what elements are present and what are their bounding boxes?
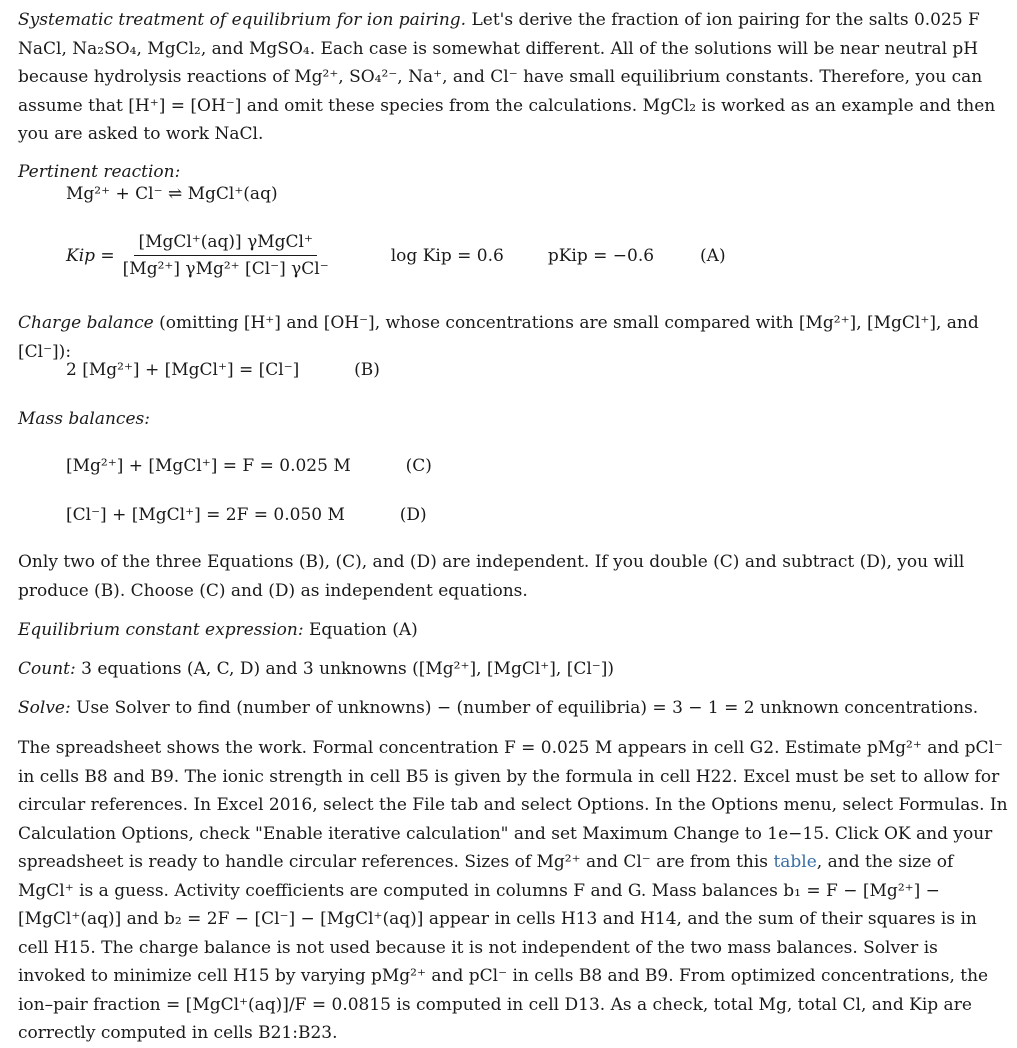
spreadsheet-paragraph [18,734,1008,1048]
count-text: 3 equations (A, C, D) and 3 unknowns ([Mg²⁺], [MgCl⁺], [Cl⁻]) [81,659,615,679]
mass-balance-d-row [66,503,427,527]
intro-paragraph [18,6,1005,149]
mass-balance-d: [Cl⁻] + [MgCl⁺] = 2F = 0.050 M [66,505,345,525]
kip-denominator: [Mg²⁺] γMg²⁺ [Cl⁻] γCl⁻ [122,259,329,279]
mass-balance-c: [Mg²⁺] + [MgCl⁺] = F = 0.025 M [66,456,351,476]
intro-title: Systematic treatment of equilibrium for ion pairing. [18,10,467,30]
kip-equation-row [66,232,726,279]
solve-line [18,694,978,723]
equilibrium-constant-line [18,616,418,645]
mass-balance-c-row [66,454,432,478]
equation-label-b: (B) [354,360,380,380]
count-line [18,655,614,684]
kip-fraction [119,232,333,279]
charge-balance-equation-row [66,358,380,382]
table-link[interactable]: table [773,852,817,872]
equation-label-d: (D) [399,505,427,525]
charge-balance-header: Charge balance [18,313,154,333]
independent-equations-paragraph: Only two of the three Equations (B), (C), and (D) are independent. If you double (C) and subtract (D), you will produce (B). Choose (C) and (D) as independent equations. [18,552,965,601]
pkip: pKip = −0.6 [547,245,655,266]
intro-text: Let's derive the fraction of ion pairing for the salts 0.025 F NaCl, Na₂SO₄, MgCl₂, and MgSO₄. Each case is somewhat different. All of the solutions will be near neutral pH because hydrolysis reactions of Mg²⁺, SO₄²⁻, Na⁺, and Cl⁻ have small equilibrium constants. Therefore, you can assume that [H⁺] = [OH⁻] and omit these species from the calculations. MgCl₂ is worked as an example and then you are asked to work NaCl. [18,10,996,144]
log-kip: log Kip = 0.6 [390,245,504,266]
reaction-equation: Mg²⁺ + Cl⁻ ⇌ MgCl⁺(aq) [66,184,278,204]
equation-label-c: (C) [405,456,432,476]
solve-label: Solve: [18,698,71,718]
kip-lhs: Kip = [66,245,115,266]
mass-balances-header: Mass balances: [18,409,150,429]
pertinent-reaction-header: Pertinent reaction: [18,161,181,182]
kip-numerator: [MgCl⁺(aq)] γMgCl⁺ [134,232,317,256]
equation-label-a: (A) [700,245,726,266]
charge-balance-text: (omitting [H⁺] and [OH⁻], whose concentrations are small compared with [Mg²⁺], [MgCl⁺], and [Cl⁻]): [18,313,979,362]
equilibrium-constant-label: Equilibrium constant expression: [18,620,304,640]
count-label: Count: [18,659,76,679]
solve-text: Use Solver to find (number of unknowns) − (number of equilibria) = 3 − 1 = 2 unknown concentrations. [76,698,979,718]
spreadsheet-text-part1: The spreadsheet shows the work. Formal concentration F = 0.025 M appears in cell G2. Estimate pMg²⁺ and pCl⁻ in cells B8 and B9. The ionic strength in cell B5 is given by the formula in cell H22. Excel must be set to allow for circular references. In Excel 2016, select the File tab and select Options. In the Options menu, select Formulas. In Calculation Options, check "Enable iterative calculation" and set Maximum Change to 1e−15. Click OK and your spreadsheet is ready to handle circular references. Sizes of Mg²⁺ and Cl⁻ are from this [18,738,1008,872]
charge-balance-equation: 2 [Mg²⁺] + [MgCl⁺] = [Cl⁻] [66,360,300,380]
spreadsheet-text-part2: , and the size of MgCl⁺ is a guess. Activity coefficients are computed in columns F and G. Mass balances b₁ = F − [Mg²⁺] − [MgCl⁺(aq)] and b₂ = 2F − [Cl⁻] − [MgCl⁺(aq)] appear in cells H13 and H14, and the sum of their squares is in cell H15. The charge balance is not used because it is not independent of the two mass balances. Solver is invoked to minimize cell H15 by varying pMg²⁺ and pCl⁻ in cells B8 and B9. From optimized concentrations, the ion–pair fraction = [MgCl⁺(aq)]/F = 0.0815 is computed in cell D13. As a check, total Mg, total Cl, and Kip are correctly computed in cells B21:B23. [18,852,989,1043]
equilibrium-constant-text: Equation (A) [308,620,418,640]
